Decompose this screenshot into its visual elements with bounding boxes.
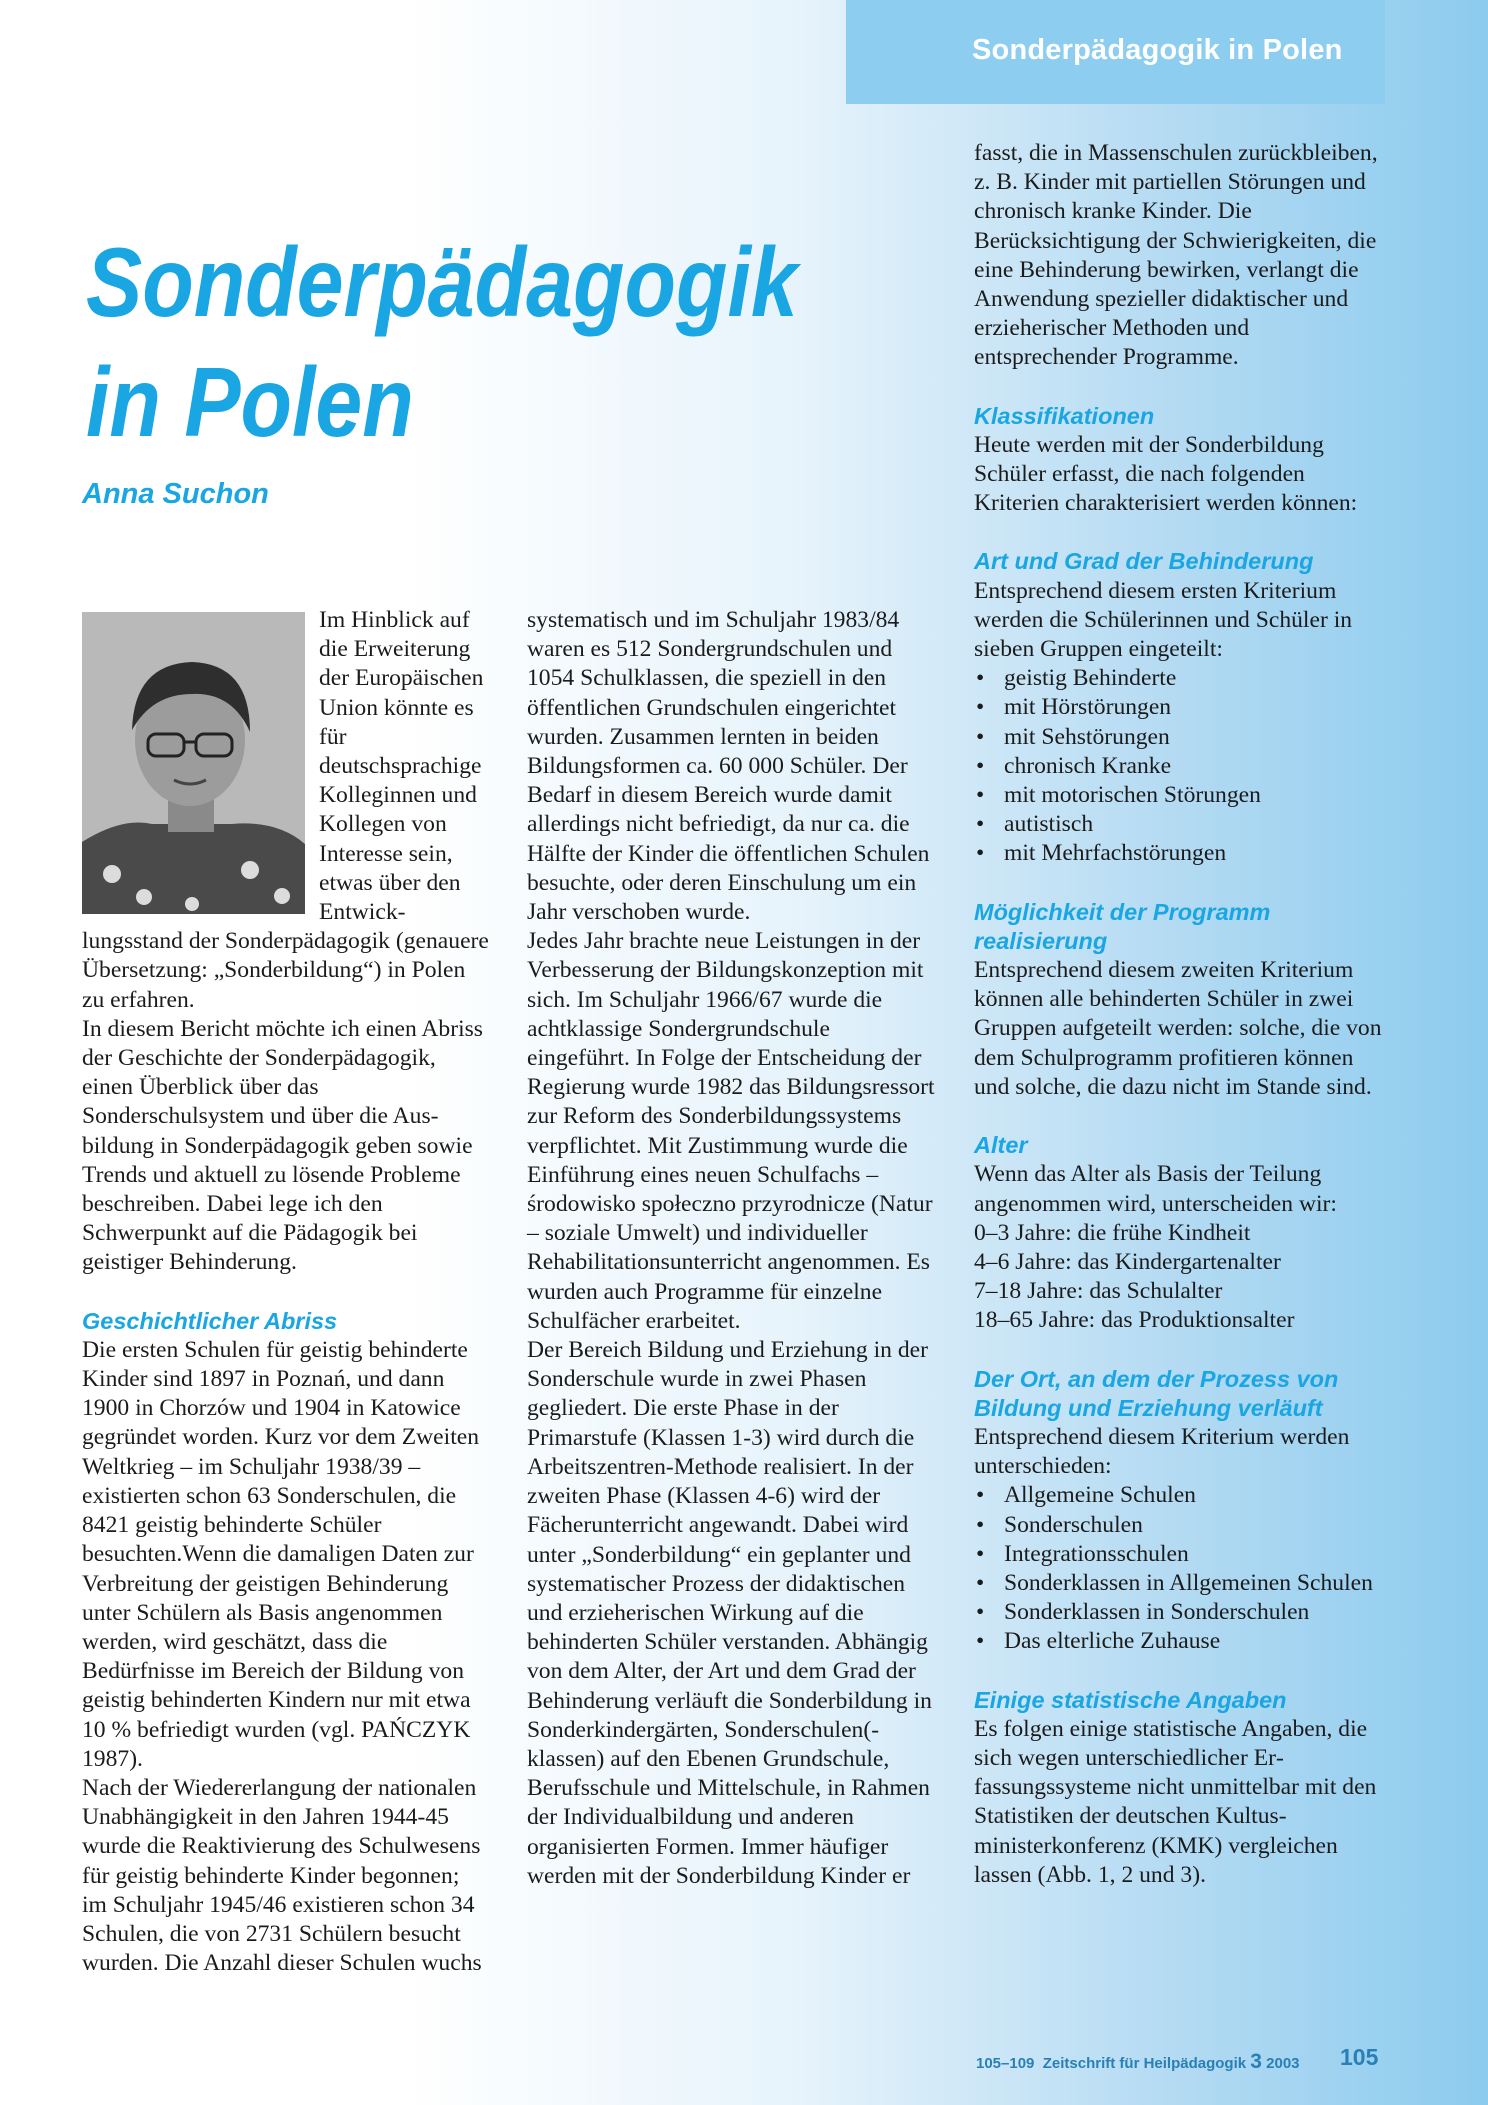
page-number: 105 (1340, 2044, 1379, 2070)
age-line: 4–6 Jahre: das Kindergartenalter (974, 1248, 1281, 1275)
list-item: • chronisch Kranke (974, 752, 1384, 781)
list-item: • Das elterliche Zuhause (974, 1627, 1384, 1656)
list-item: • mit Mehrfachstörungen (974, 839, 1384, 868)
place-list (974, 1481, 1384, 1656)
paragraph: Entsprechend diesem zweiten Kriterium können alle behinderten Schüler in zwei Gruppen aufgeteilt werden: solche, die von dem Schulprogramm profitieren können und solche, die dazu nicht im Stande sind. (974, 957, 1382, 1100)
footer-pages: 105–109 (976, 2055, 1035, 2072)
author-photo (82, 612, 305, 914)
list-item: • geistig Behinderte (974, 664, 1384, 693)
heading-line: Der Ort, an dem der Prozess von (974, 1365, 1339, 1392)
list-item: • Sonderklassen in Sonderschulen (974, 1598, 1384, 1627)
intro-paragraph: Im Hinblick auf die Erweiterung der Europäischen Union könnte es für deutschsprachige Kolleginnen und Kollegen von Interesse sein, etwas über den Entwicklungsstand der Sonderpädagogik (genauere Übersetzung: „Sonderbildung“) in Polen zu erfahren. (82, 607, 489, 1013)
heading-line: realisierung (974, 927, 1108, 954)
section-heading-ort (974, 1365, 1384, 1423)
list-item: • Allgemeine Schulen (974, 1481, 1384, 1510)
paragraph: Jedes Jahr brachte neue Leistungen in der Verbesserung der Bildungskonzeption mit sich. Im Schuljahr 1966/67 wurde die achtklassige Sondergrundschule eingeführt. In Folge der Entscheidung der Regierung wurde 1982 das Bildungsressort zur Reform des Sonderbildungssystems verpflichtet. Mit Zustimmung wurde die Einführung eines neuen Schulfachs – środowisko społeczno przyrodnicze (Natur – soziale Umwelt) und individueller Rehabilitationsunterricht angenommen. Es wurden auch Programme für einzelne Schulfächer erarbeitet. (527, 928, 935, 1334)
heading-line: Möglichkeit der Programm (974, 898, 1271, 925)
list-item: • Sonderklassen in Allgemeinen Schulen (974, 1569, 1384, 1598)
paragraph: Entsprechend diesem ersten Kriterium werden die Schülerinnen und Schüler in sieben Gruppen eingeteilt: (974, 577, 1353, 663)
footer-issue: 3 (1250, 2050, 1262, 2073)
list-item: • Sonderschulen (974, 1511, 1384, 1540)
column-1 (82, 606, 490, 1978)
paragraph: In diesem Bericht möchte ich einen Abriss der Geschichte der Sonderpädagogik, einen Überblick über das Sonderschulsystem und über die Ausbildung in Sonderpädagogik geben sowie Trends und aktuell zu lösende Probleme beschreiben. Dabei lege ich den Schwerpunkt auf die Pädagogik bei geistiger Behinderung. (82, 1015, 483, 1276)
column-2 (527, 606, 935, 1891)
paragraph: Es folgen einige statistische Angaben, die sich wegen unterschiedlicher Erfassungssysteme nicht unmittelbar mit den Statistiken der deutschen Kultusministerkonferenz (KMK) vergleichen lassen (Abb. 1, 2 und 3). (974, 1715, 1377, 1888)
age-line: 7–18 Jahre: das Schulalter (974, 1278, 1223, 1305)
footer-year: 2003 (1266, 2055, 1300, 2072)
title-line-2: in Polen (86, 347, 414, 457)
section-heading-alter: Alter (974, 1132, 1028, 1159)
age-line: 0–3 Jahre: die frühe Kindheit (974, 1219, 1251, 1246)
footer-citation (976, 2050, 1300, 2074)
list-item: • Integrationsschulen (974, 1540, 1384, 1569)
section-heading-statistik: Einige statistische Angaben (974, 1686, 1287, 1713)
list-item: • mit Sehstörungen (974, 723, 1384, 752)
paragraph: fasst, die in Massenschulen zurückbleiben, z. B. Kinder mit partiellen Störungen und chronisch kranke Kinder. Die Berücksichtigung der Schwierigkeiten, die eine Behinderung bewirken, verlangt die Anwendung spezieller didaktischer und erzieherischer Methoden und entsprechender Programme. (974, 140, 1378, 371)
paragraph: Heute werden mit der Sonderbildung Schüler erfasst, die nach folgenden Kriterien charakterisiert werden können: (974, 431, 1358, 517)
paragraph: Die ersten Schulen für geistig behinderte Kinder sind 1897 in Poznań, und dann 1900 in Chorzów und 1904 in Katowice gegründet worden. Kurz vor dem Zweiten Weltkrieg – im Schuljahr 1938/39 – existierten schon 63 Sonderschulen, die 8421 geistig behinderte Schüler besuchten.Wenn die damaligen Daten zur Verbreitung der geistigen Behinderung unter Schülern als Basis angenommen werden, wird geschätzt, dass die Bedürfnisse im Bereich der Bildung von geistig behinderten Kindern nur mit etwa 10 % befriedigt wurden (vgl. PAŃCZYK 1987). (82, 1336, 480, 1772)
group-list (974, 664, 1384, 868)
author-name: Anna Suchon (82, 478, 269, 510)
list-item: • mit motorischen Störungen (974, 781, 1384, 810)
running-header-title: Sonderpädagogik in Polen (972, 34, 1343, 66)
section-heading-art-und-grad: Art und Grad der Behinderung (974, 548, 1314, 575)
section-heading-geschichte: Geschichtlicher Abriss (82, 1307, 338, 1334)
list-item: • autistisch (974, 810, 1384, 839)
heading-line: Bildung und Erziehung verläuft (974, 1394, 1323, 1421)
article-title (86, 222, 798, 462)
section-heading-klassifikationen: Klassifikationen (974, 402, 1155, 429)
list-item: • mit Hörstörungen (974, 693, 1384, 722)
paragraph: Wenn das Alter als Basis der Teilung angenommen wird, unterscheiden wir: (974, 1161, 1337, 1217)
paragraph: Entsprechend diesem Kriterium werden unterschieden: (974, 1423, 1350, 1480)
paragraph: Der Bereich Bildung und Erziehung in der Sonderschule wurde in zwei Phasen gegliedert. Die erste Phase in der Primarstufe (Klassen 1-3) wird durch die Arbeitszentren-Methode realisiert. In der zweiten Phase (Klassen 4-6) wird der Fächerunterricht angewandt. Dabei wird unter „Sonderbildung“ ein geplanter und systematischer Prozess der didaktischen und erzieherischen Wirkung auf die behinderten Schüler verstanden. Abhängig von dem Alter, der Art und dem Grad der Behinderung verläuft die Sonderbildung in Sonderkindergärten, Sonderschulen(-klassen) auf den Ebenen Grundschule, Berufsschule und Mittelschule, in Rahmen der Individualbildung und anderen organisierten Formen. Immer häufiger werden mit der Sonderbildung Kinder er (527, 1337, 932, 1889)
paragraph: Nach der Wiedererlangung der nationalen Unabhängigkeit in den Jahren 1944-45 wurde die Reaktivierung des Schulwesens für geistig behinderte Kinder begonnen; im Schuljahr 1945/46 existieren schon 34 Schulen, die von 2731 Schülern besucht wurden. Die Anzahl dieser Schulen wuchs (82, 1774, 482, 1977)
section-heading-programmrealisierung (974, 898, 1384, 956)
title-line-1: Sonderpädagogik (86, 227, 798, 337)
column-3 (974, 139, 1384, 1890)
paragraph: systematisch und im Schuljahr 1983/84 waren es 512 Sondergrundschulen und 1054 Schulklassen, die speziell in den öffentlichen Grundschulen eingerichtet wurden. Zusammen lernten in beiden Bildungsformen ca. 60 000 Schüler. Der Bedarf in diesem Bereich wurde damit allerdings nicht befriedigt, da nur ca. die Hälfte der Kinder die öffentlichen Schulen besuchte, oder deren Einschulung um ein Jahr verschoben wurde. (527, 607, 930, 926)
age-line: 18–65 Jahre: das Produktionsalter (974, 1307, 1295, 1334)
footer-journal: Zeitschrift für Heilpädagogik (1042, 2055, 1247, 2072)
